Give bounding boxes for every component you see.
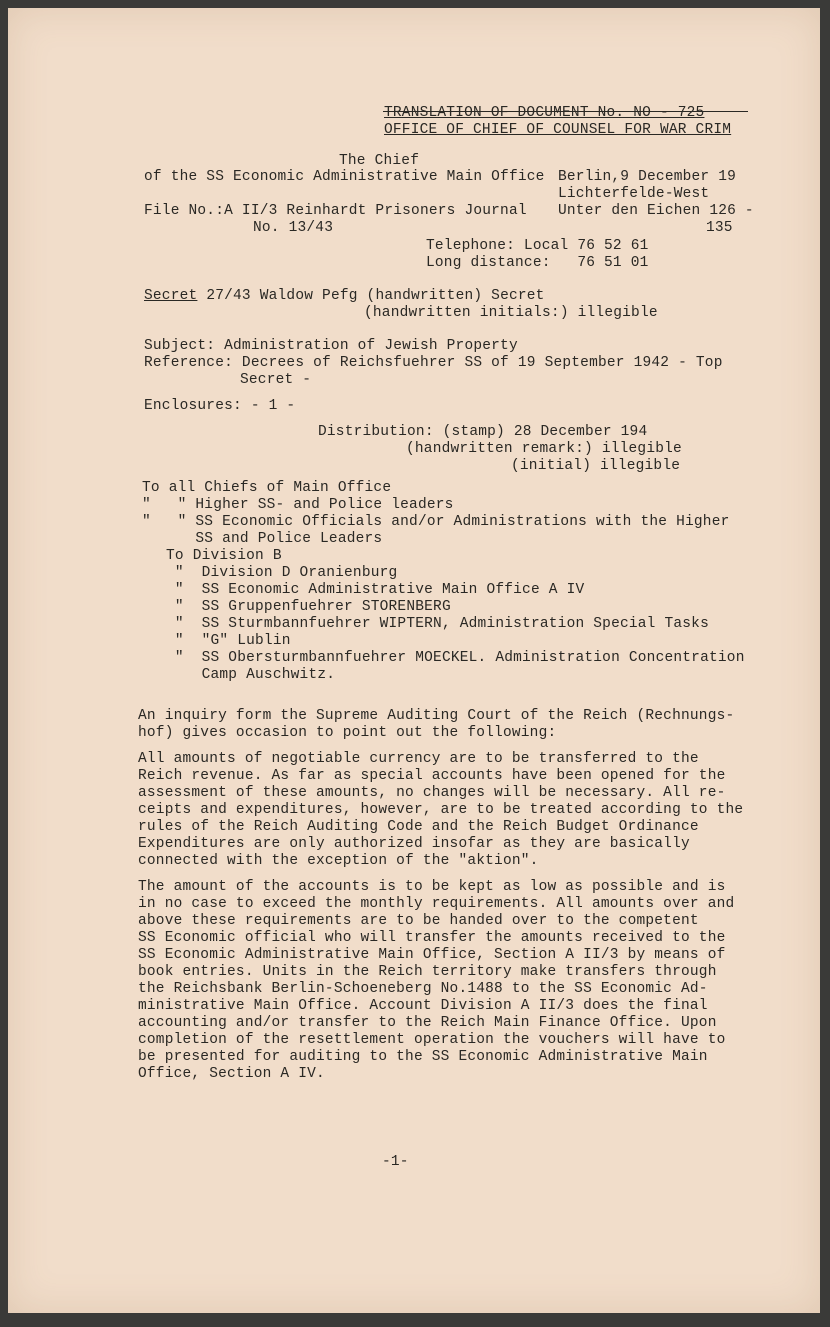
body-line: Reich revenue. As far as special accounts have been opened for the xyxy=(138,768,726,784)
body-line: connected with the exception of the "aktion". xyxy=(138,853,539,869)
body-line: above these requirements are to be handed over to the competent xyxy=(138,913,699,929)
body-line: Office, Section A IV. xyxy=(138,1066,325,1082)
document-page xyxy=(8,8,820,1313)
recipient-line: " "G" Lublin xyxy=(166,633,291,649)
body-line: Expenditures are only authorized insofar as they are basically xyxy=(138,836,690,852)
recipient-line: " SS Sturmbannfuehrer WIPTERN, Administration Special Tasks xyxy=(166,616,709,632)
body-line: ceipts and expenditures, however, are to be treated according to the xyxy=(138,802,744,818)
body-line: hof) gives occasion to point out the following: xyxy=(138,725,557,741)
address-number: 135 xyxy=(706,220,733,236)
enclosures: Enclosures: - 1 - xyxy=(144,398,296,414)
reference-continued: Secret - xyxy=(240,372,312,388)
recipient-line: " Division D Oranienburg xyxy=(166,565,398,581)
body-line: The amount of the accounts is to be kept as low as possible and is xyxy=(138,879,726,895)
recipient-line: " SS Gruppenfuehrer STORENBERG xyxy=(166,599,451,615)
body-line: book entries. Units in the Reich territory make transfers through xyxy=(138,964,717,980)
body-line: completion of the resettlement operation the vouchers will have to xyxy=(138,1032,726,1048)
journal-number: No. 13/43 xyxy=(253,220,334,236)
address-street: Unter den Eichen 126 - xyxy=(558,203,754,219)
reference: Reference: Decrees of Reichsfuehrer SS of 19 September 1942 - Top xyxy=(144,355,723,371)
body-line: accounting and/or transfer to the Reich Main Finance Office. Upon xyxy=(138,1015,717,1031)
recipient-line: " SS Obersturmbannfuehrer MOECKEL. Administration Concentration xyxy=(166,650,745,666)
body-line: assessment of these amounts, no changes will be necessary. All re- xyxy=(138,785,726,801)
body-line: in no case to exceed the monthly requirements. All amounts over and xyxy=(138,896,735,912)
body-line: SS Economic official who will transfer the amounts received to the xyxy=(138,930,726,946)
secret-initials: (handwritten initials:) illegible xyxy=(364,305,658,321)
address-district: Lichterfelde-West xyxy=(558,186,710,202)
recipient-line: " " Higher SS- and Police leaders xyxy=(142,497,454,513)
file-number: File No.:A II/3 Reinhardt Prisoners Journal xyxy=(144,203,527,219)
recipient-line: SS and Police Leaders xyxy=(142,531,383,547)
recipient-line: " " SS Economic Officials and/or Administrations with the Higher xyxy=(142,514,730,530)
secret-rest: 27/43 Waldow Pefg (handwritten) Secret xyxy=(197,288,545,304)
body-line: the Reichsbank Berlin-Schoeneberg No.1488 to the SS Economic Ad- xyxy=(138,981,708,997)
body-line: ministrative Main Office. Account Division A II/3 does the final xyxy=(138,998,708,1014)
secret-line xyxy=(144,288,545,305)
subject: Subject: Administration of Jewish Property xyxy=(144,338,518,354)
sender-office: of the SS Economic Administrative Main Office xyxy=(144,169,545,185)
distribution-stamp: Distribution: (stamp) 28 December 194 xyxy=(318,424,648,440)
body-line: All amounts of negotiable currency are to be transferred to the xyxy=(138,751,699,767)
recipient-line: " SS Economic Administrative Main Office A IV xyxy=(166,582,585,598)
address-city-date: Berlin,9 December 19 xyxy=(558,169,737,185)
body-line: SS Economic Administrative Main Office, Section A II/3 by means of xyxy=(138,947,726,963)
telephone-long-distance: Long distance: 76 51 01 xyxy=(426,255,649,271)
header-office: OFFICE OF CHIEF OF COUNSEL FOR WAR CRIM xyxy=(384,122,732,138)
distribution-remark: (handwritten remark:) illegible xyxy=(406,441,682,457)
distribution-initial: (initial) illegible xyxy=(511,458,681,474)
header-translation: TRANSLATION OF DOCUMENT No. NO - 725 xyxy=(384,105,705,121)
page-number: -1- xyxy=(382,1154,409,1170)
recipient-line: To all Chiefs of Main Office xyxy=(142,480,392,496)
body-line: rules of the Reich Auditing Code and the Reich Budget Ordinance xyxy=(138,819,699,835)
body-line: be presented for auditing to the SS Economic Administrative Main xyxy=(138,1049,708,1065)
body-line: An inquiry form the Supreme Auditing Court of the Reich (Rechnungs- xyxy=(138,708,735,724)
sender-title: The Chief xyxy=(339,153,420,169)
secret-word: Secret xyxy=(144,288,198,304)
recipient-line: To Division B xyxy=(166,548,282,564)
telephone-local: Telephone: Local 76 52 61 xyxy=(426,238,649,254)
recipient-line: Camp Auschwitz. xyxy=(166,667,336,683)
